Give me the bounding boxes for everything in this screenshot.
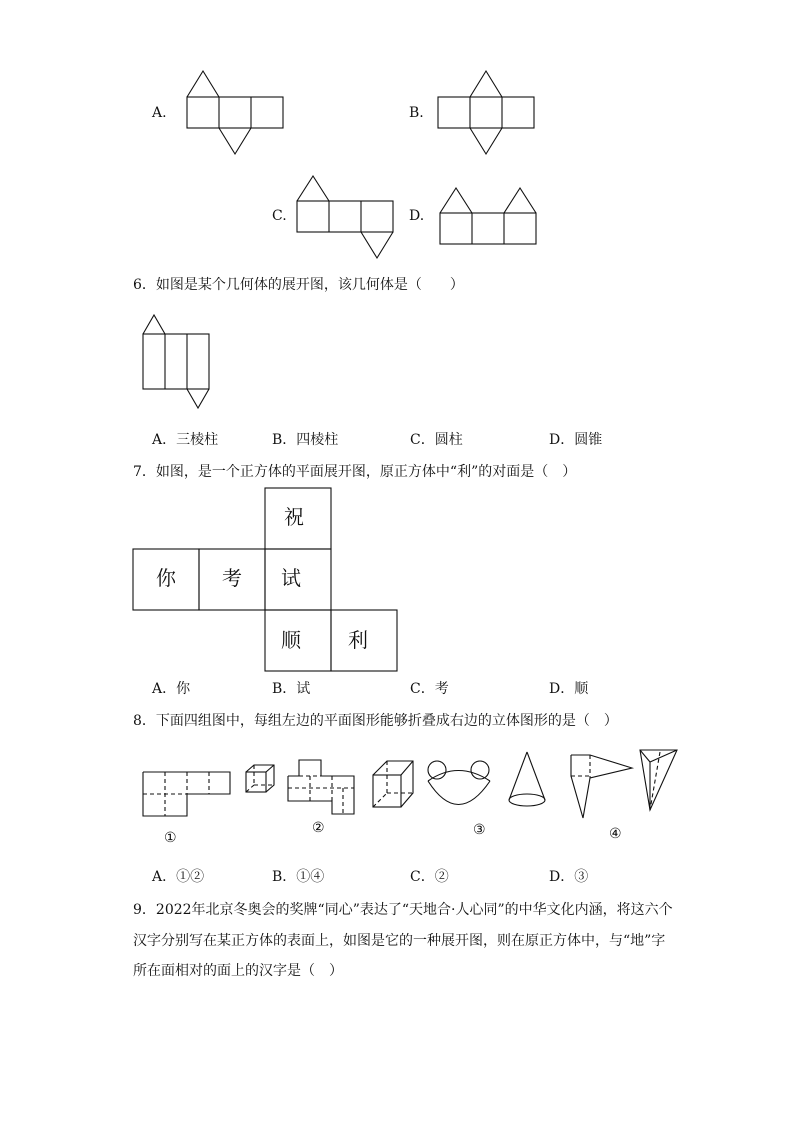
q5-option-d-label: D. <box>409 208 425 224</box>
q8-label-3: ③ <box>473 822 486 838</box>
q9-stem-line2: 汉字分别写在某正方体的表面上，如图是它的一种展开图，则在原正方体中，与“地”字 <box>133 933 666 949</box>
q8-label-4: ④ <box>609 826 622 842</box>
q8-option-b: B．①④ <box>272 869 325 885</box>
q8-option-a: A．①② <box>152 869 205 885</box>
q8-option-d: D．③ <box>549 869 589 885</box>
q8-label-2: ② <box>312 820 325 836</box>
q8-option-c: C．② <box>410 869 449 885</box>
q6-option-c: C．圆柱 <box>410 432 463 448</box>
q5-option-c-label: C. <box>272 208 287 224</box>
q8-stem: 8．下面四组图中，每组左边的平面图形能够折叠成右边的立体图形的是（ ） <box>133 713 618 729</box>
q7-option-d: D．顺 <box>549 681 589 697</box>
q6-option-d: D．圆锥 <box>549 432 603 448</box>
q7-stem: 7．如图，是一个正方体的平面展开图，原正方体中“利”的对面是（ ） <box>133 464 577 480</box>
q7-cell-left1: 你 <box>156 566 176 590</box>
q6-option-b: B．四棱柱 <box>272 432 339 448</box>
q6-stem: 6．如图是某个几何体的展开图，该几何体是（ ） <box>133 277 464 293</box>
q7-cell-top: 祝 <box>284 505 304 529</box>
q7-cell-left2: 考 <box>222 566 242 590</box>
q7-option-b: B．试 <box>272 681 311 697</box>
q9-stem-line1: 9．2022年北京冬奥会的奖牌“同心”表达了“天地合·人心同”的中华文化内涵，将这六个 <box>133 902 673 918</box>
q5-option-a-label: A. <box>152 105 167 121</box>
q7-option-a: A．你 <box>152 681 191 697</box>
q7-cell-center: 试 <box>281 566 301 590</box>
q5-option-b-label: B. <box>409 105 424 121</box>
q6-option-a: A．三棱柱 <box>152 432 219 448</box>
q7-cell-right: 利 <box>348 628 368 652</box>
q7-cell-bottom: 顺 <box>281 628 301 652</box>
q8-label-1: ① <box>164 830 177 846</box>
q9-stem-line3: 所在面相对的面上的汉字是（ ） <box>133 963 343 979</box>
q7-option-c: C．考 <box>410 681 449 697</box>
